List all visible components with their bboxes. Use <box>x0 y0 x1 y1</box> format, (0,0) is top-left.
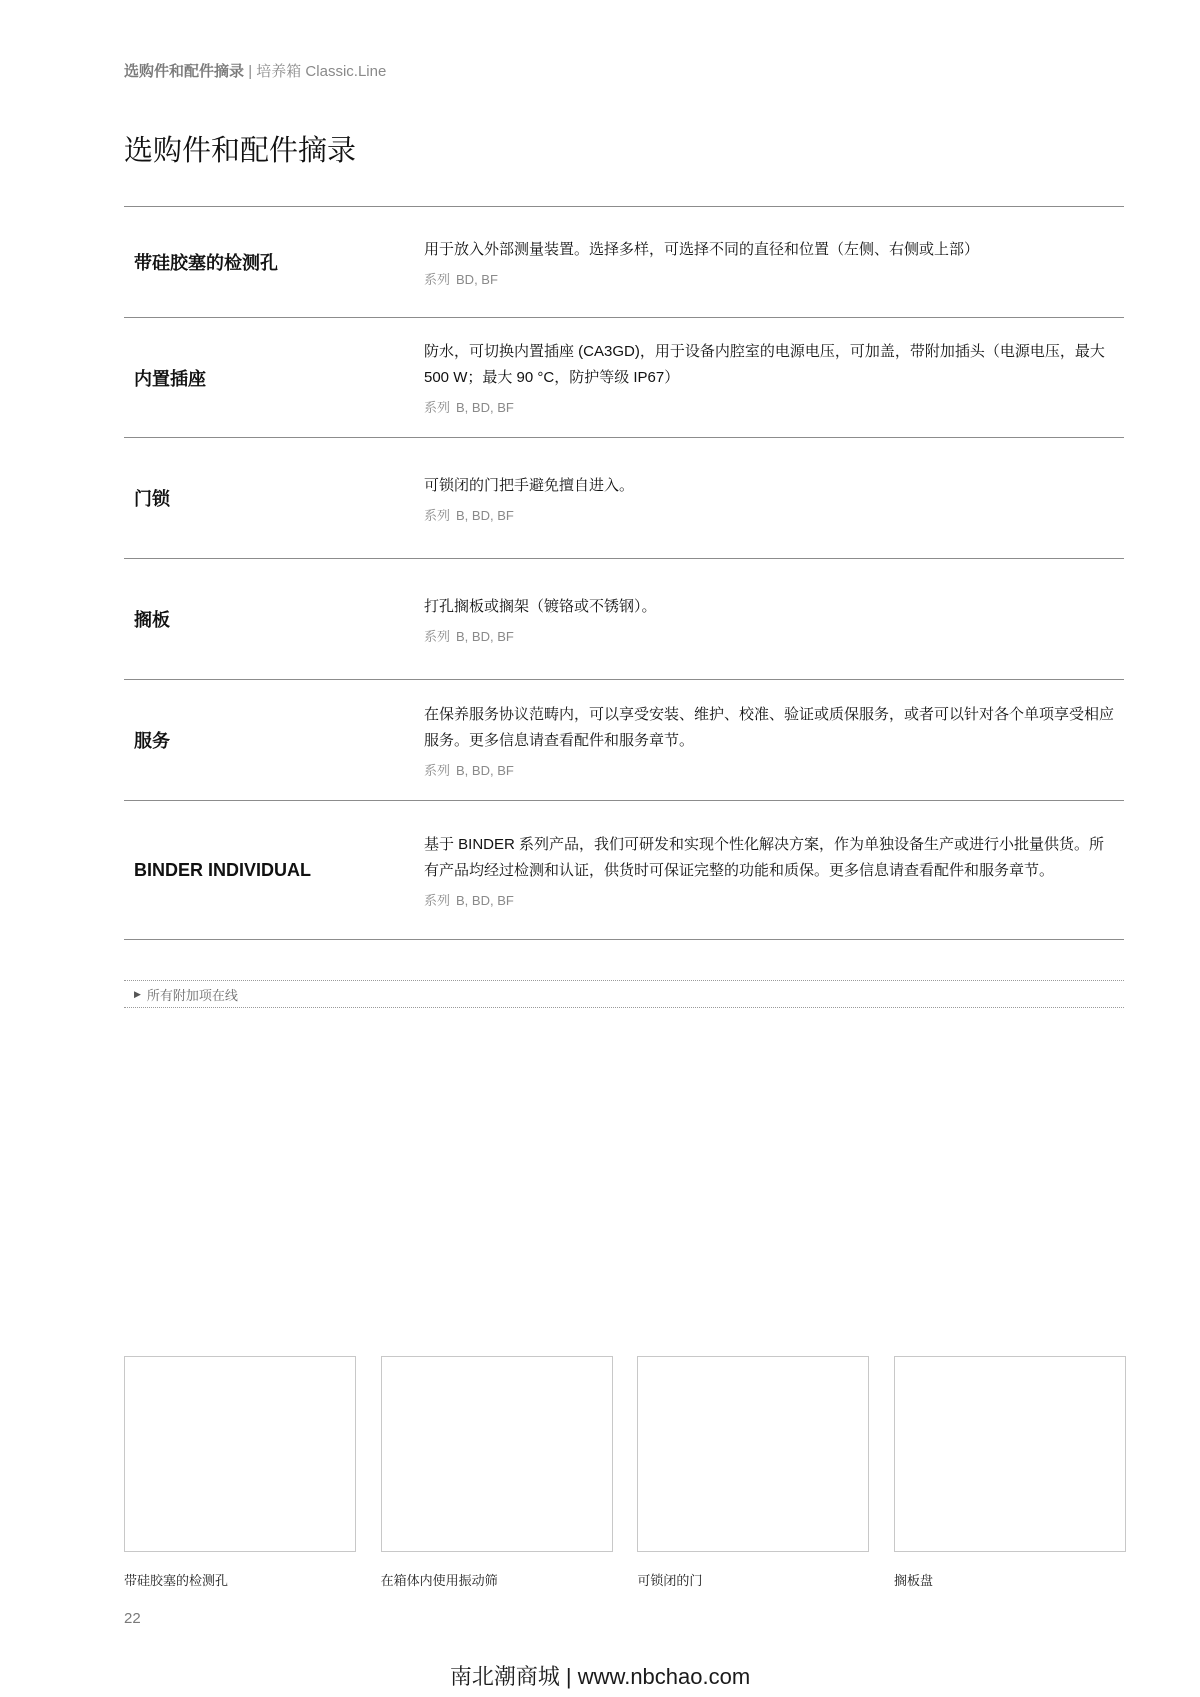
series-label: 系列 <box>424 400 451 415</box>
thumbnail-gallery <box>124 1356 1126 1589</box>
footer-watermark: 南北潮商城 | www.nbchao.com <box>449 1664 751 1689</box>
option-description: 基于 BINDER 系列产品，我们可研发和实现个性化解决方案，作为单独设备生产或进行小批量供货。所有产品均经过检测和认证，供货时可保证完整的功能和质保。更多信息请查看配件和服务章节。 <box>424 835 1105 879</box>
online-link-label: 所有附加项在线 <box>146 987 238 1003</box>
option-name: 带硅胶塞的检测孔 <box>134 253 278 273</box>
option-series <box>424 505 1118 524</box>
option-name: 服务 <box>134 731 170 751</box>
series-codes: B, BD, BF <box>456 400 514 415</box>
thumbnail-image <box>637 1356 869 1552</box>
thumbnail <box>124 1356 356 1589</box>
table-row <box>124 207 1124 318</box>
header-separator: | <box>248 63 253 80</box>
page-title: 选购件和配件摘录 <box>124 135 357 167</box>
thumbnail <box>894 1356 1126 1589</box>
thumbnail-caption: 搁板盘 <box>893 1573 933 1588</box>
table-row <box>124 680 1124 801</box>
option-description: 用于放入外部测量装置。选择多样，可选择不同的直径和位置（左侧、右侧或上部） <box>424 240 980 258</box>
thumbnail-image <box>894 1356 1126 1552</box>
series-label: 系列 <box>424 628 451 644</box>
option-description: 打孔搁板或搁架（镀铬或不锈钢）。 <box>424 597 657 615</box>
option-name: BINDER INDIVIDUAL <box>134 859 312 880</box>
header-section: 选购件和配件摘录 <box>124 63 245 80</box>
option-detail <box>424 594 1124 645</box>
series-label: 系列 <box>424 892 451 908</box>
table-row <box>124 559 1124 680</box>
option-detail <box>424 473 1124 524</box>
option-series <box>424 626 1118 645</box>
series-label: 系列 <box>424 507 451 523</box>
table-row <box>124 438 1124 559</box>
online-link[interactable] <box>124 980 1124 1008</box>
thumbnail <box>381 1356 613 1589</box>
option-series <box>424 397 1118 416</box>
option-name: 搁板 <box>134 610 170 630</box>
options-table <box>124 206 1124 940</box>
header-product: 培养箱 Classic.Line <box>256 63 387 80</box>
option-series <box>424 760 1118 779</box>
thumbnail-image <box>124 1356 356 1552</box>
option-detail <box>424 339 1124 416</box>
series-codes: B, BD, BF <box>456 762 514 778</box>
option-description: 防水，可切换内置插座 (CA3GD)，用于设备内腔室的电源电压，可加盖，带附加插头（电源电压，最大 500 W；最大 90 °C，防护等级 IP67） <box>424 343 1105 386</box>
option-name: 内置插座 <box>134 368 206 389</box>
thumbnail-caption: 可锁闭的门 <box>637 1573 703 1588</box>
table-row <box>124 801 1124 940</box>
running-header <box>124 60 386 81</box>
series-codes: B, BD, BF <box>456 628 514 644</box>
option-detail <box>424 832 1124 909</box>
option-description: 在保养服务协议范畴内，可以享受安装、维护、校准、验证或质保服务，或者可以针对各个单项享受相应服务。更多信息请查看配件和服务章节。 <box>424 705 1115 749</box>
thumbnail <box>637 1356 869 1589</box>
series-label: 系列 <box>424 762 451 778</box>
page-number: 22 <box>124 1610 141 1627</box>
series-codes: B, BD, BF <box>456 892 514 908</box>
thumbnail-image <box>381 1356 613 1552</box>
option-series <box>424 890 1118 909</box>
series-label: 系列 <box>424 271 451 287</box>
option-detail <box>424 237 1124 288</box>
option-name: 门锁 <box>134 489 170 509</box>
series-codes: B, BD, BF <box>456 507 514 523</box>
option-detail <box>424 702 1124 779</box>
triangle-right-icon: ▶ <box>134 988 141 999</box>
thumbnail-caption: 在箱体内使用振动筛 <box>380 1573 498 1588</box>
option-description: 可锁闭的门把手避免擅自进入。 <box>424 476 635 494</box>
table-row <box>124 318 1124 438</box>
thumbnail-caption: 带硅胶塞的检测孔 <box>124 1573 229 1588</box>
series-codes: BD, BF <box>456 271 498 287</box>
option-series <box>424 269 1118 288</box>
